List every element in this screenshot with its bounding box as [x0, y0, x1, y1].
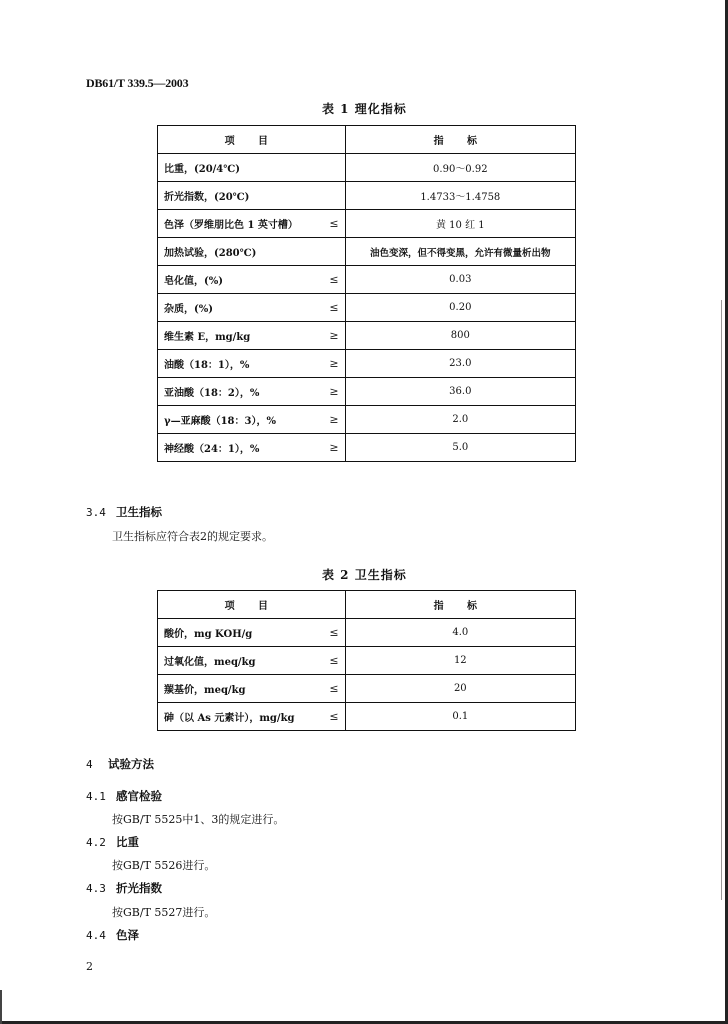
row-operator: ≥: [315, 322, 345, 350]
row-name: 砷（以 As 元素计），mg/kg: [158, 703, 316, 731]
table1-header-item: 项 目: [158, 126, 346, 154]
table-row: [158, 182, 576, 210]
row-name: 过氧化值，meq/kg: [158, 647, 316, 675]
row-name: 油酸（18：1），%: [158, 350, 316, 378]
row-operator: ≤: [315, 619, 345, 647]
section-number: 4: [86, 758, 93, 771]
section-number: 4.3: [86, 882, 106, 895]
row-value: 1.4733～1.4758: [345, 182, 575, 210]
table2-header-spec: 指 标: [345, 591, 575, 619]
row-operator: ≥: [315, 350, 345, 378]
row-value: 0.90～0.92: [345, 154, 575, 182]
table-row: [158, 238, 576, 266]
row-operator: ≥: [315, 434, 345, 462]
row-name: 维生素 E，mg/kg: [158, 322, 316, 350]
row-value: 36.0: [345, 378, 575, 406]
row-name: γ—亚麻酸（18：3），%: [158, 406, 316, 434]
table-row: [158, 322, 576, 350]
row-operator: [315, 154, 345, 182]
section-4-4-heading: [86, 927, 139, 943]
table-row: [158, 378, 576, 406]
section-title: 色泽: [116, 928, 140, 942]
row-value: 800: [345, 322, 575, 350]
row-name: 酸价，mg KOH/g: [158, 619, 316, 647]
table2-title: 表 2 卫生指标: [322, 568, 407, 582]
row-value: 0.20: [345, 294, 575, 322]
table-row: [158, 703, 576, 731]
table2-header-row: [158, 591, 576, 619]
row-name: 折光指数，(20℃): [158, 182, 316, 210]
section-4-3-heading: [86, 880, 162, 896]
standard-code: DB61/T 339.5—2003: [86, 76, 189, 90]
section-4-3-text: 按GB/T 5527进行。: [112, 906, 216, 919]
page-number: 2: [86, 960, 93, 973]
row-operator: ≤: [315, 703, 345, 731]
table1-title: 表 1 理化指标: [322, 102, 407, 116]
section-number: 4.4: [86, 929, 106, 942]
section-4-2-text: 按GB/T 5526进行。: [112, 859, 216, 872]
row-operator: [315, 182, 345, 210]
section-title: 比重: [116, 835, 140, 849]
table1-header-spec: 指 标: [345, 126, 575, 154]
table-row: [158, 210, 576, 238]
row-value: 12: [345, 647, 575, 675]
row-value: 0.03: [345, 266, 575, 294]
row-value: 5.0: [345, 434, 575, 462]
table-row: [158, 434, 576, 462]
scan-edge-left: [0, 990, 2, 1024]
section-4-2-heading: [86, 834, 139, 850]
section-3-4-heading: [86, 504, 162, 520]
table-row: [158, 406, 576, 434]
table1: [157, 125, 576, 462]
row-value: 0.1: [345, 703, 575, 731]
section-title: 折光指数: [116, 881, 163, 895]
row-value: 黄 10 红 1: [345, 210, 575, 238]
row-value: 4.0: [345, 619, 575, 647]
row-name: 比重，(20/4℃): [158, 154, 316, 182]
table-row: [158, 294, 576, 322]
table-row: [158, 350, 576, 378]
row-operator: ≥: [315, 378, 345, 406]
section-title: 卫生指标: [116, 505, 163, 519]
row-name: 色泽（罗维朋比色 1 英寸槽）: [158, 210, 316, 238]
row-operator: ≤: [315, 647, 345, 675]
row-operator: ≤: [315, 294, 345, 322]
section-number: 3.4: [86, 506, 106, 519]
table2: [157, 590, 576, 731]
section-number: 4.1: [86, 790, 106, 803]
row-operator: ≤: [315, 675, 345, 703]
section-title: 感官检验: [116, 789, 163, 803]
row-operator: ≤: [315, 266, 345, 294]
table2-header-item: 项 目: [158, 591, 346, 619]
row-value: 2.0: [345, 406, 575, 434]
table-row: [158, 266, 576, 294]
row-value: 20: [345, 675, 575, 703]
scan-edge-line: [721, 300, 722, 900]
table-row: [158, 154, 576, 182]
row-name: 皂化值，(%): [158, 266, 316, 294]
section-4-heading: [86, 756, 154, 772]
row-operator: [315, 238, 345, 266]
row-name: 亚油酸（18：2），%: [158, 378, 316, 406]
section-number: 4.2: [86, 836, 106, 849]
section-3-4-text: 卫生指标应符合表2的规定要求。: [112, 530, 273, 543]
table-row: [158, 619, 576, 647]
row-name: 羰基价，meq/kg: [158, 675, 316, 703]
table1-header-row: [158, 126, 576, 154]
row-value: 油色变深，但不得变黑，允许有微量析出物: [345, 238, 575, 266]
row-operator: ≤: [315, 210, 345, 238]
section-title: 试验方法: [108, 757, 155, 771]
row-operator: ≥: [315, 406, 345, 434]
row-name: 神经酸（24：1），%: [158, 434, 316, 462]
row-name: 加热试验，(280℃): [158, 238, 316, 266]
row-name: 杂质，(%): [158, 294, 316, 322]
table-row: [158, 647, 576, 675]
section-4-1-text: 按GB/T 5525中1、3的规定进行。: [112, 813, 285, 826]
row-value: 23.0: [345, 350, 575, 378]
section-4-1-heading: [86, 788, 162, 804]
table-row: [158, 675, 576, 703]
